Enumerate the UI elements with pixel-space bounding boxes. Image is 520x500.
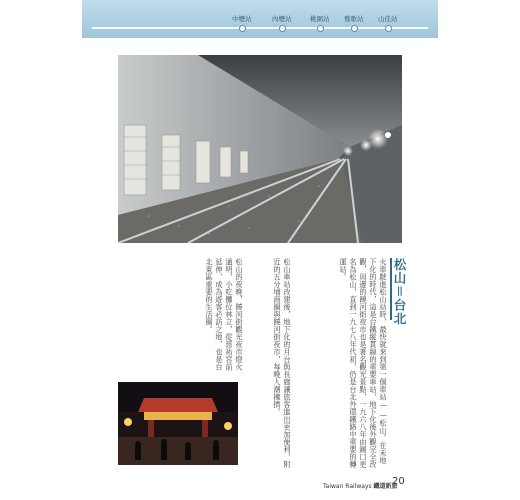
magazine-brand: Taiwan Railways 鐵道新旅: [323, 483, 398, 490]
route-line: [92, 27, 428, 29]
article-column: 松山車站改建後，地下化的月台與長廊讓旅客進出更加便利，附近的五分埔商圈與饒河街夜市，每晚人潮擁擠。: [273, 258, 292, 468]
page-number: 20: [392, 476, 405, 487]
station-label: 鶯歌站: [344, 14, 364, 23]
tunnel-illustration: [118, 55, 402, 243]
station-label: 山佳站: [378, 14, 398, 23]
station-label: 中壢站: [232, 14, 252, 23]
station-label: 內壢站: [272, 14, 292, 23]
route-header: [82, 0, 438, 38]
night-market-photo: [118, 382, 238, 465]
article-column: 火車駛進松山站時，最快就來到第一個車站——松山。在未地下化的時代，這是台鐵縱貫線的重要車站，地下化後外觀完全改觀，周邊的饒河街夜市也是著名觀光景點，一九六八年由錫口更名為松山，直到一九七八年代初，仍是台北外環鐵路中重要的轉運站。: [339, 258, 388, 468]
night-market-illustration: [118, 382, 238, 465]
article-column: 松山的夜晚，饒河街觀光夜市燈火通明，小吃攤位林立，從慈祐宮前延伸，成為遊客必訪之地，也是台北東區重要的生活圈。: [205, 258, 244, 371]
station-label: 桃園站: [310, 14, 330, 23]
tunnel-photo: [118, 55, 402, 243]
article-title: 松山＝台北: [392, 258, 407, 326]
